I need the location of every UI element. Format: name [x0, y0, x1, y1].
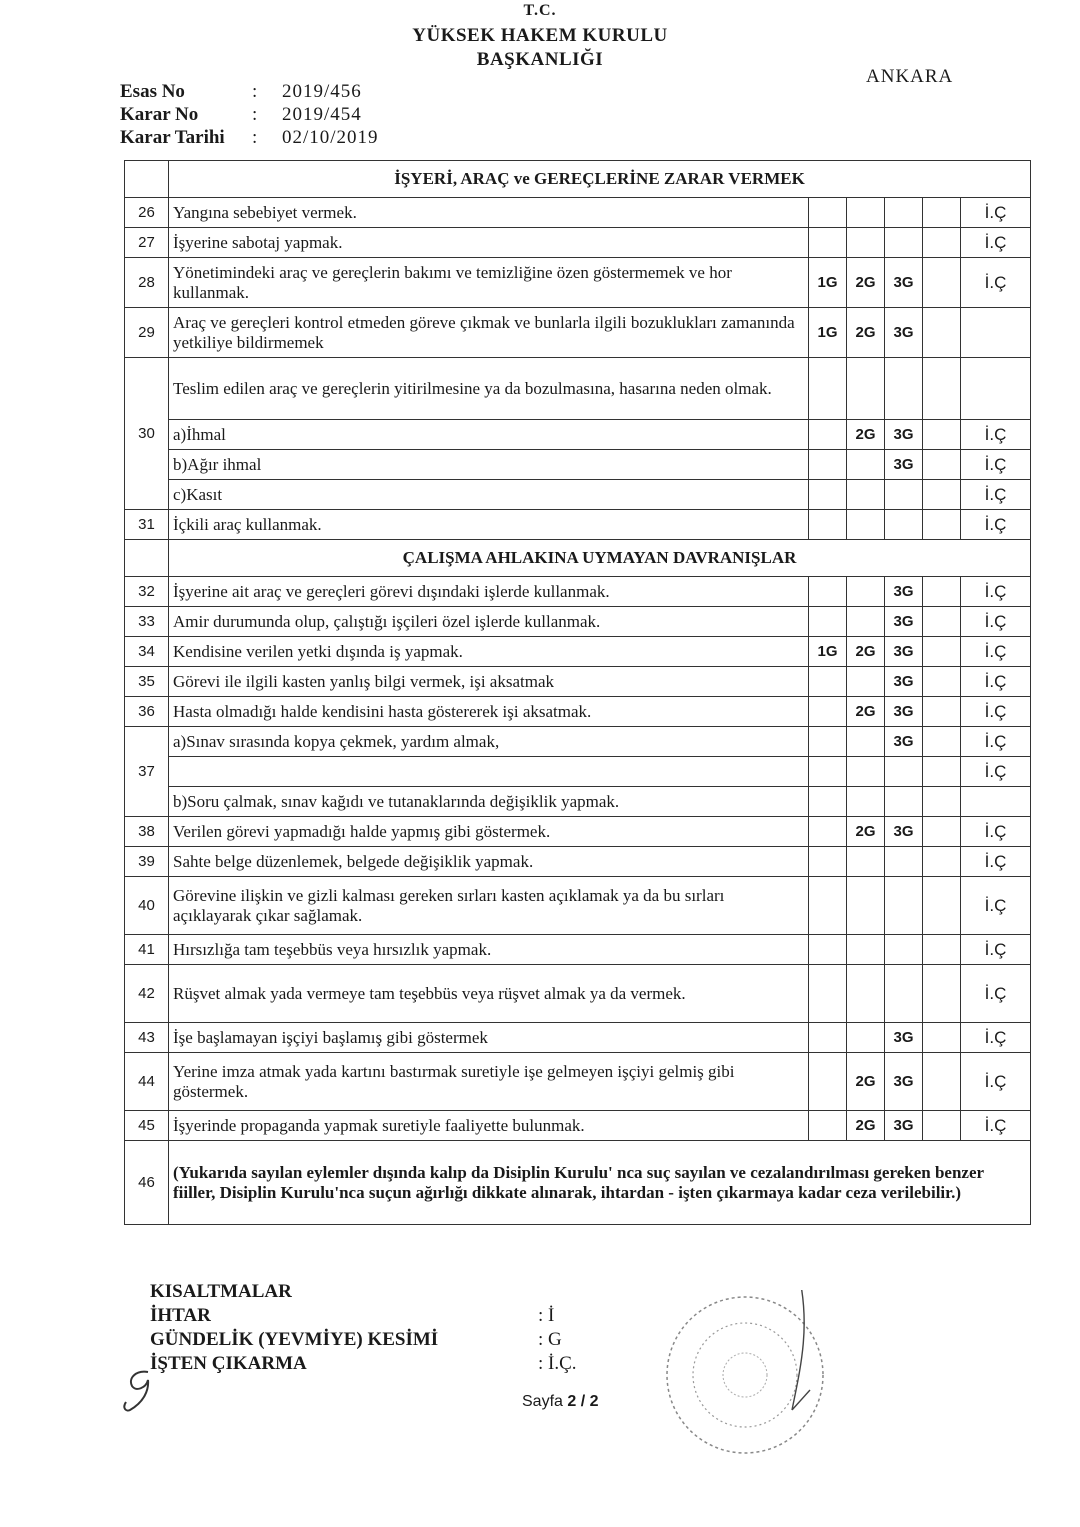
section-title: İŞYERİ, ARAÇ ve GEREÇLERİNE ZARAR VERMEK [169, 161, 1031, 198]
penalty-ic: İ.Ç [961, 1111, 1031, 1141]
table-row [125, 727, 1031, 757]
row-text: Hırsızlığa tam teşebbüs veya hırsızlık yapmak. [169, 935, 809, 965]
row-text: İşe başlamayan işçiyi başlamış gibi göstermek [169, 1023, 809, 1053]
abbreviation-name: İŞTEN ÇIKARMA [150, 1353, 307, 1374]
penalty-ic: İ.Ç [961, 847, 1031, 877]
row-number: 44 [125, 1053, 169, 1111]
table-row [125, 358, 1031, 420]
penalty-3g: 3G [885, 450, 923, 480]
table-row [125, 1023, 1031, 1053]
penalty-ic: İ.Ç [961, 1053, 1031, 1111]
table-row [125, 877, 1031, 935]
penalty-ic: İ.Ç [961, 637, 1031, 667]
row-text: Hasta olmadığı halde kendisini hasta göstererek işi aksatmak. [169, 697, 809, 727]
penalty-2g: 2G [847, 308, 885, 358]
header-title-line1: YÜKSEK HAKEM KURULU [412, 25, 668, 46]
penalty-ic: İ.Ç [961, 228, 1031, 258]
row-subtext: b)Ağır ihmal [169, 450, 809, 480]
penalty-ic: İ.Ç [961, 877, 1031, 935]
row-text: Kendisine verilen yetki dışında iş yapmak. [169, 637, 809, 667]
row-text: Sahte belge düzenlemek, belgede değişiklik yapmak. [169, 847, 809, 877]
penalty-3g: 3G [885, 1111, 923, 1141]
abbreviation-row [150, 1304, 577, 1328]
meta-row-tarih [120, 126, 379, 149]
row-number: 33 [125, 607, 169, 637]
table-row [125, 637, 1031, 667]
row-number: 39 [125, 847, 169, 877]
penalty-2g: 2G [847, 637, 885, 667]
row-number: 43 [125, 1023, 169, 1053]
meta-colon: : [252, 127, 258, 148]
penalty-2g: 2G [847, 258, 885, 308]
meta-row-karar [120, 103, 379, 126]
row-text: İşyerine sabotaj yapmak. [169, 228, 809, 258]
row-number: 30 [125, 358, 169, 510]
row-text: Yönetimindeki araç ve gereçlerin bakımı ve temizliğine özen göstermemek ve hor kullanmak. [169, 258, 809, 308]
penalty-2g: 2G [847, 697, 885, 727]
table-row [125, 450, 1031, 480]
penalty-ic: İ.Ç [961, 480, 1031, 510]
row-number: 38 [125, 817, 169, 847]
row-text: İçkili araç kullanmak. [169, 510, 809, 540]
header-title [380, 24, 700, 72]
penalty-ic: İ.Ç [961, 420, 1031, 450]
penalty-ic: İ.Ç [961, 607, 1031, 637]
penalty-3g: 3G [885, 607, 923, 637]
table-row [125, 420, 1031, 450]
official-seal [660, 1290, 830, 1460]
section-row [125, 161, 1031, 198]
table-row [125, 1111, 1031, 1141]
penalty-3g: 3G [885, 667, 923, 697]
abbreviation-name: İHTAR [150, 1305, 211, 1326]
row-text: Teslim edilen araç ve gereçlerin yitirilmesine ya da bozulmasına, hasarına neden olmak. [169, 358, 809, 420]
abbreviation-row [150, 1352, 577, 1376]
table-row [125, 228, 1031, 258]
discipline-table [124, 160, 1031, 1225]
row-subtext: a)Sınav sırasında kopya çekmek, yardım almak, [169, 727, 809, 757]
meta-colon: : [252, 104, 258, 125]
penalty-ic: İ.Ç [961, 965, 1031, 1023]
initial-signature [118, 1368, 162, 1414]
meta-label: Karar Tarihi [120, 127, 225, 148]
penalty-3g: 3G [885, 637, 923, 667]
penalty-3g: 3G [885, 697, 923, 727]
row-number: 27 [125, 228, 169, 258]
table-row [125, 480, 1031, 510]
table-row [125, 787, 1031, 817]
row-text: İşyerinde propaganda yapmak suretiyle faaliyette bulunmak. [169, 1111, 809, 1141]
row-text: Araç ve gereçleri kontrol etmeden göreve çıkmak ve bunlarla ilgili bozuklukları zamanında yetkiliye bildirmemek [169, 308, 809, 358]
section-row [125, 540, 1031, 577]
penalty-2g: 2G [847, 817, 885, 847]
penalty-ic: İ.Ç [961, 935, 1031, 965]
penalty-ic: İ.Ç [961, 757, 1031, 787]
row-number: 29 [125, 308, 169, 358]
table-row [125, 757, 1031, 787]
row-number: 26 [125, 198, 169, 228]
penalty-3g: 3G [885, 577, 923, 607]
penalty-ic: İ.Ç [961, 258, 1031, 308]
row-text: Rüşvet almak yada vermeye tam teşebbüs veya rüşvet almak ya da vermek. [169, 965, 809, 1023]
row-number: 46 [125, 1141, 169, 1225]
abbreviation-code: : İ.Ç. [538, 1353, 577, 1374]
table-row [125, 1053, 1031, 1111]
header-tc: T.C. [523, 2, 557, 19]
penalty-3g: 3G [885, 1023, 923, 1053]
abbreviation-name: GÜNDELİK (YEVMİYE) KESİMİ [150, 1329, 439, 1350]
penalty-ic: İ.Ç [961, 697, 1031, 727]
table-row [125, 308, 1031, 358]
row-number: 37 [125, 727, 169, 817]
penalty-ic: İ.Ç [961, 198, 1031, 228]
row-subtext: a)İhmal [169, 420, 809, 450]
table-row [125, 817, 1031, 847]
row-subtext: b)Soru çalmak, sınav kağıdı ve tutanaklarında değişiklik yapmak. [169, 787, 809, 817]
meta-row-esas [120, 80, 379, 103]
table-row [125, 697, 1031, 727]
row-number: 31 [125, 510, 169, 540]
page-value: 2 / 2 [567, 1393, 599, 1410]
penalty-1g: 1G [809, 637, 847, 667]
meta-value: 2019/456 [282, 81, 362, 102]
meta-label: Karar No [120, 104, 199, 125]
abbreviations [150, 1280, 577, 1376]
penalty-3g: 3G [885, 420, 923, 450]
page-number [522, 1393, 599, 1411]
penalty-3g: 3G [885, 817, 923, 847]
page-label: Sayfa [522, 1393, 563, 1410]
table-row [125, 198, 1031, 228]
abbreviations-title: KISALTMALAR [150, 1281, 292, 1302]
table-row [125, 258, 1031, 308]
row-number: 42 [125, 965, 169, 1023]
penalty-1g: 1G [809, 308, 847, 358]
penalty-ic: İ.Ç [961, 1023, 1031, 1053]
row-text: (Yukarıda sayılan eylemler dışında kalıp da Disiplin Kurulu' nca suç sayılan ve cezalandırılması gereken benzer fiiller, Disiplin Kurulu'nca suçun ağırlığı dikkate alınarak, ihtardan - işten çıkarmaya kadar ceza verilebilir.) [169, 1141, 1031, 1225]
penalty-ic: İ.Ç [961, 667, 1031, 697]
table-row [125, 577, 1031, 607]
penalty-ic: İ.Ç [961, 510, 1031, 540]
penalty-2g: 2G [847, 1111, 885, 1141]
table-row [125, 965, 1031, 1023]
meta-value: 2019/454 [282, 104, 362, 125]
meta-value: 02/10/2019 [282, 127, 379, 148]
penalty-3g: 3G [885, 258, 923, 308]
penalty-ic: İ.Ç [961, 817, 1031, 847]
penalty-2g: 2G [847, 1053, 885, 1111]
table-row [125, 847, 1031, 877]
penalty-3g: 3G [885, 308, 923, 358]
penalty-2g: 2G [847, 420, 885, 450]
penalty-3g: 3G [885, 727, 923, 757]
row-number: 45 [125, 1111, 169, 1141]
header-title-line2: BAŞKANLIĞI [476, 49, 604, 70]
row-text: Görevine ilişkin ve gizli kalması gereken sırları kasten açıklamak ya da bu sırları açıklayarak çıkar sağlamak. [169, 877, 809, 935]
penalty-3g: 3G [885, 1053, 923, 1111]
table-row [125, 1141, 1031, 1225]
row-number: 34 [125, 637, 169, 667]
section-title: ÇALIŞMA AHLAKINA UYMAYAN DAVRANIŞLAR [169, 540, 1031, 577]
header-city: ANKARA [866, 66, 954, 87]
table-row [125, 935, 1031, 965]
row-subtext: c)Kasıt [169, 480, 809, 510]
row-number: 40 [125, 877, 169, 935]
penalty-ic: İ.Ç [961, 450, 1031, 480]
meta-colon: : [252, 81, 258, 102]
penalty-1g: 1G [809, 258, 847, 308]
meta-label: Esas No [120, 81, 185, 102]
row-text: Verilen görevi yapmadığı halde yapmış gibi göstermek. [169, 817, 809, 847]
abbreviation-code: : G [538, 1329, 562, 1350]
table-row [125, 607, 1031, 637]
case-meta [120, 80, 379, 149]
table-row [125, 667, 1031, 697]
row-number: 36 [125, 697, 169, 727]
row-number: 32 [125, 577, 169, 607]
abbreviation-row [150, 1328, 577, 1352]
row-number: 35 [125, 667, 169, 697]
penalty-ic: İ.Ç [961, 727, 1031, 757]
row-text: Amir durumunda olup, çalıştığı işçileri özel işlerde kullanmak. [169, 607, 809, 637]
row-text: Yangına sebebiyet vermek. [169, 198, 809, 228]
row-number: 28 [125, 258, 169, 308]
penalty-ic: İ.Ç [961, 577, 1031, 607]
row-text: Görevi ile ilgili kasten yanlış bilgi vermek, işi aksatmak [169, 667, 809, 697]
row-text: Yerine imza atmak yada kartını bastırmak suretiyle işe gelmeyen işçiyi gelmiş gibi göstermek. [169, 1053, 809, 1111]
table-row [125, 510, 1031, 540]
row-text: İşyerine ait araç ve gereçleri görevi dışındaki işlerde kullanmak. [169, 577, 809, 607]
abbreviation-code: : İ [538, 1305, 555, 1326]
row-number: 41 [125, 935, 169, 965]
